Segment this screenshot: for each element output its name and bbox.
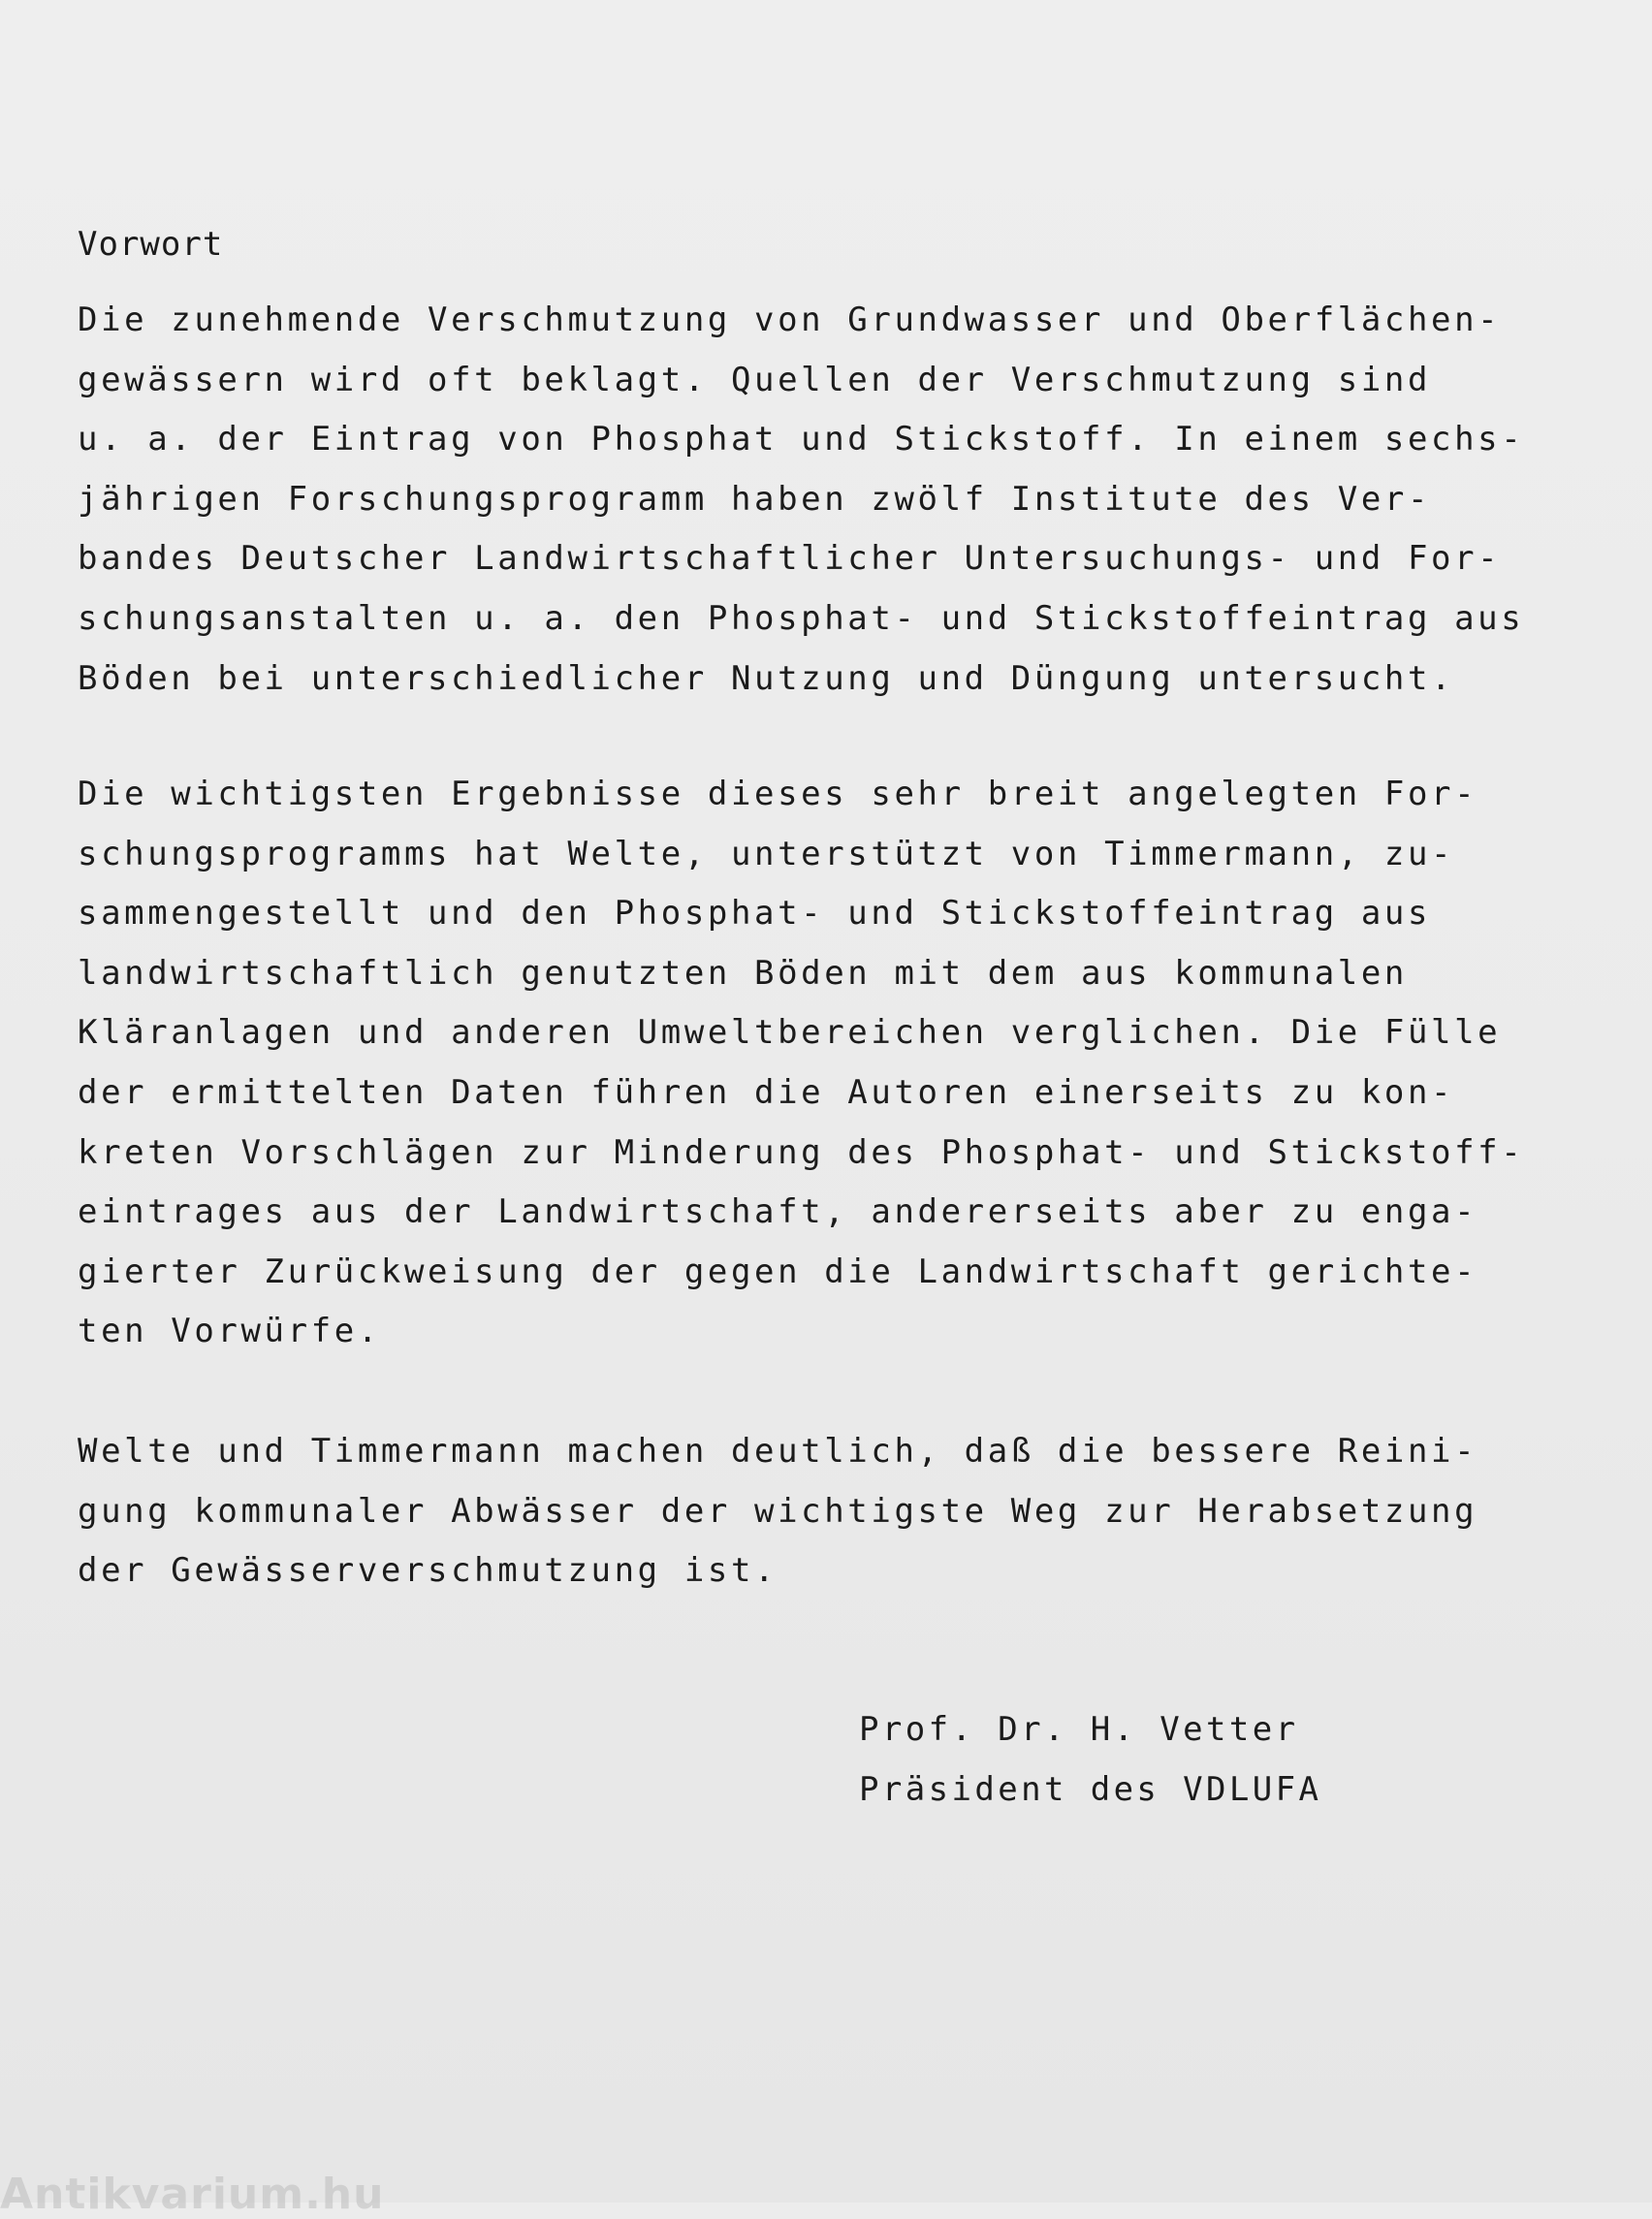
text-line: Kläranlagen und anderen Umweltbereichen verglichen. Die Fülle xyxy=(78,1013,1502,1053)
signature-title: Präsident des VDLUFA xyxy=(859,1770,1322,1809)
text-line: Die zunehmende Verschmutzung von Grundwasser und Oberflächen- xyxy=(78,301,1502,339)
paragraph-2 xyxy=(78,765,1524,1362)
text-line: gierter Zurückweisung der gegen die Landwirtschaft gerichte- xyxy=(78,1252,1478,1291)
text-line: der ermittelten Daten führen die Autoren einerseits zu kon- xyxy=(78,1072,1455,1112)
text-line: sammengestellt und den Phosphat- und Stickstoffeintrag aus xyxy=(78,894,1432,934)
page-title: Vorwort xyxy=(78,225,224,264)
text-line: schungsanstalten u. a. den Phosphat- und Stickstoffeintrag aus xyxy=(78,598,1525,638)
text-line: gewässern wird oft beklagt. Quellen der Verschmutzung sind xyxy=(78,360,1432,399)
text-line: Böden bei unterschiedlicher Nutzung und Düngung untersucht. xyxy=(78,658,1455,698)
paragraph-1 xyxy=(78,291,1524,709)
text-line: bandes Deutscher Landwirtschaftlicher Untersuchungs- und For- xyxy=(78,539,1502,579)
text-line: der Gewässerverschmutzung ist. xyxy=(78,1551,778,1591)
text-line: schungsprogramms hat Welte, unterstützt von Timmermann, zu- xyxy=(78,834,1455,873)
text-line: jährigen Forschungsprogramm haben zwölf Institute des Ver- xyxy=(78,479,1432,519)
text-line: u. a. der Eintrag von Phosphat und Stickstoff. In einem sechs- xyxy=(78,420,1525,460)
text-line: gung kommunaler Abwässer der wichtigste Weg zur Herabsetzung xyxy=(78,1491,1478,1531)
text-line: Welte und Timmermann machen deutlich, daß die bessere Reini- xyxy=(78,1432,1478,1471)
paragraph-3 xyxy=(78,1422,1477,1601)
text-line: eintrages aus der Landwirtschaft, andererseits aber zu enga- xyxy=(78,1192,1478,1232)
signature-name: Prof. Dr. H. Vetter xyxy=(859,1710,1299,1749)
text-line: ten Vorwürfe. xyxy=(78,1312,381,1351)
watermark: Antikvarium.hu xyxy=(0,2170,385,2219)
text-line: landwirtschaftlich genutzten Böden mit dem aus kommunalen xyxy=(78,953,1408,993)
signature-block xyxy=(859,1699,1321,1820)
text-line: Die wichtigsten Ergebnisse dieses sehr breit angelegten For- xyxy=(78,775,1478,813)
text-line: kreten Vorschlägen zur Minderung des Phosphat- und Stickstoff- xyxy=(78,1132,1525,1172)
